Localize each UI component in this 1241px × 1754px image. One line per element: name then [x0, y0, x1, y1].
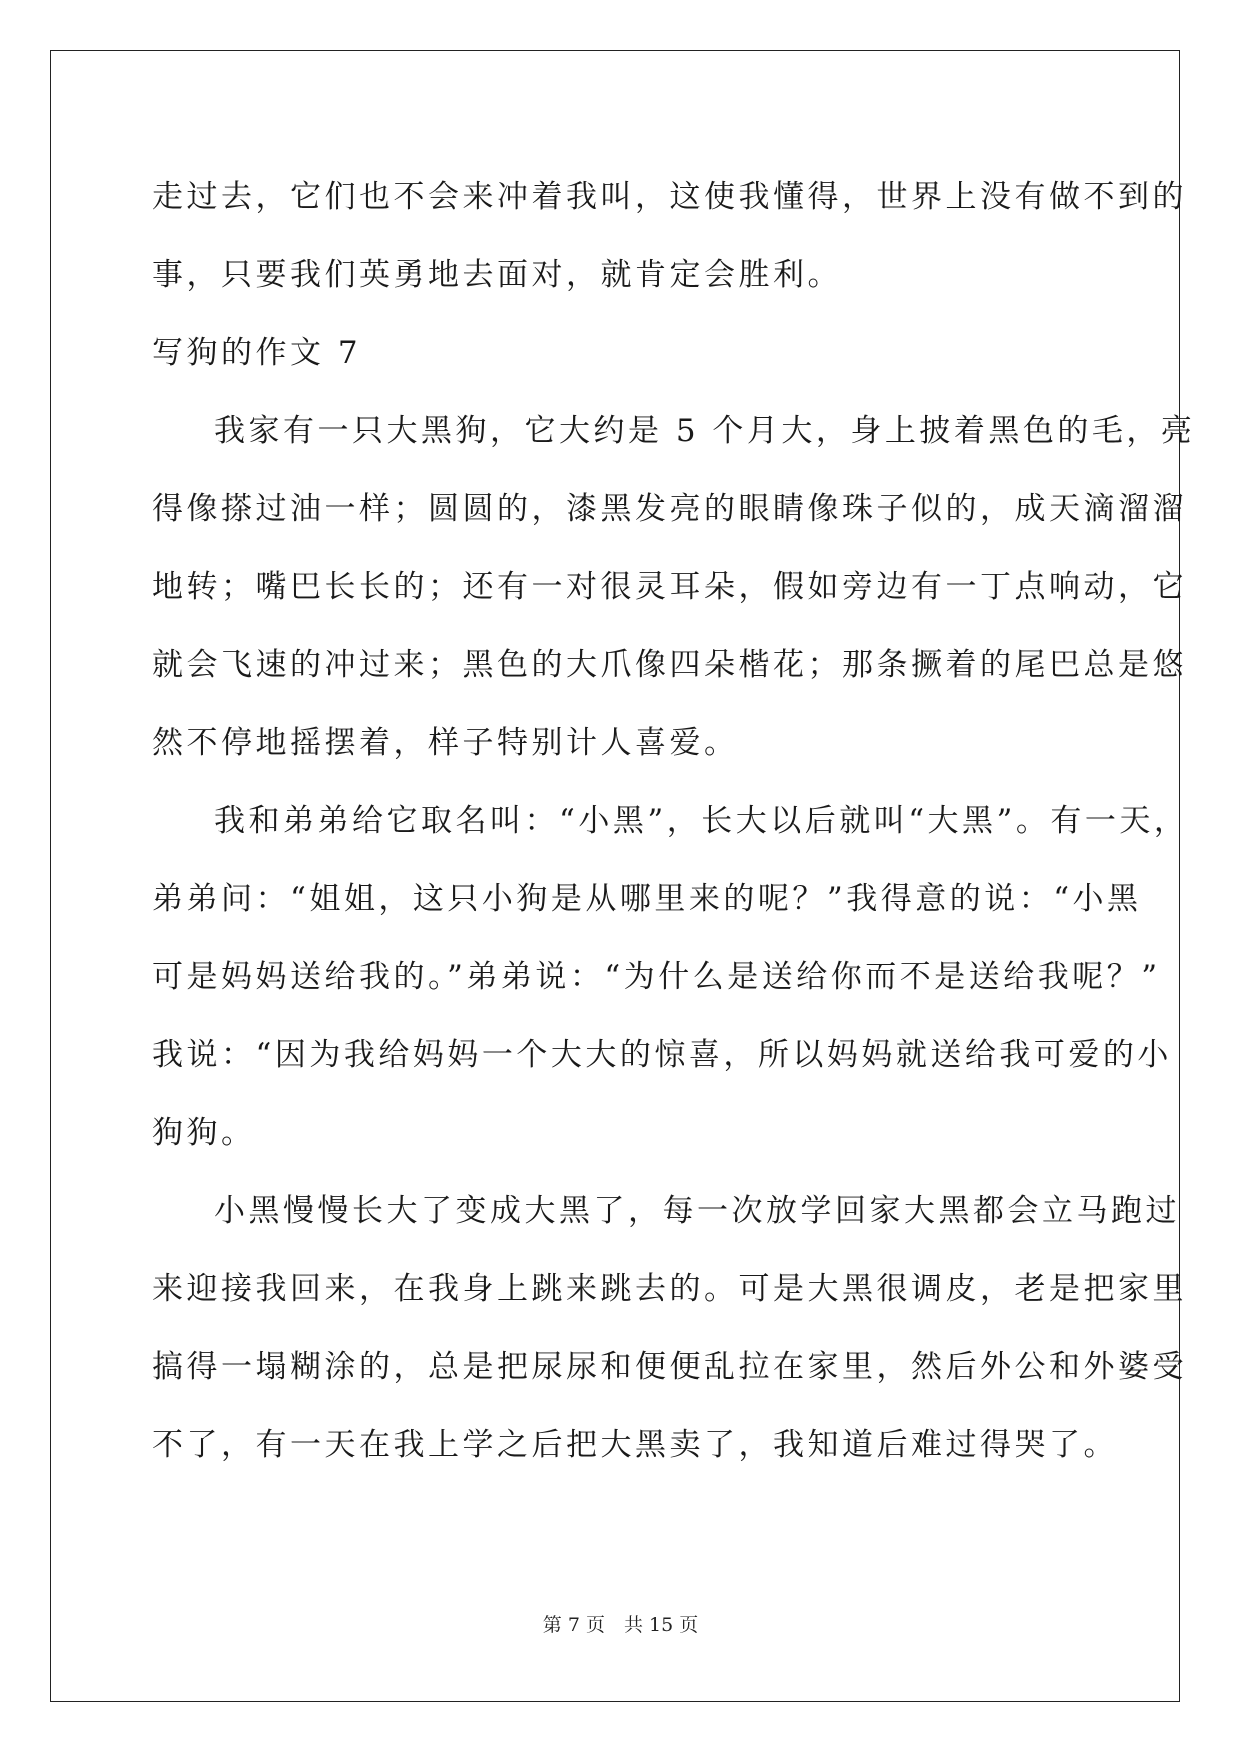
- section-heading: 写狗的作文 7: [152, 335, 362, 371]
- text-line: 得像搽过油一样；圆圆的，漆黑发亮的眼睛像珠子似的，成天滴溜溜: [152, 491, 1187, 527]
- text-line: 狗狗。: [152, 1115, 256, 1151]
- text-line: 弟弟问：“姐姐，这只小狗是从哪里来的呢？”我得意的说：“小黑: [152, 881, 1142, 917]
- text-line: 事，只要我们英勇地去面对，就肯定会胜利。: [152, 257, 842, 293]
- text-line: 搞得一塌糊涂的，总是把尿尿和便便乱拉在家里，然后外公和外婆受: [152, 1349, 1187, 1385]
- text-line: 就会飞速的冲过来；黑色的大爪像四朵楷花；那条撅着的尾巴总是悠: [152, 647, 1187, 683]
- page-number-footer: 第 7 页 共 15 页: [542, 1614, 699, 1636]
- text-line: 走过去，它们也不会来冲着我叫，这使我懂得，世界上没有做不到的: [152, 179, 1187, 215]
- text-line: 来迎接我回来，在我身上跳来跳去的。可是大黑很调皮，老是把家里: [152, 1271, 1187, 1307]
- text-line: 我家有一只大黑狗，它大约是 5 个月大，身上披着黑色的毛，亮: [214, 413, 1196, 449]
- text-line: 小黑慢慢长大了变成大黑了，每一次放学回家大黑都会立马跑过: [214, 1193, 1180, 1229]
- text-line: 可是妈妈送给我的。”弟弟说：“为什么是送给你而不是送给我呢？”: [152, 959, 1161, 995]
- text-line: 不了，有一天在我上学之后把大黑卖了，我知道后难过得哭了。: [152, 1427, 1118, 1463]
- text-line: 我和弟弟给它取名叫：“小黑”，长大以后就叫“大黑”。有一天，: [214, 803, 1189, 839]
- text-line: 然不停地摇摆着，样子特别计人喜爱。: [152, 725, 739, 761]
- text-line: 地转；嘴巴长长的；还有一对很灵耳朵，假如旁边有一丁点响动，它: [152, 569, 1187, 605]
- text-line: 我说：“因为我给妈妈一个大大的惊喜，所以妈妈就送给我可爱的小: [152, 1037, 1172, 1073]
- document-body: [152, 158, 1196, 1484]
